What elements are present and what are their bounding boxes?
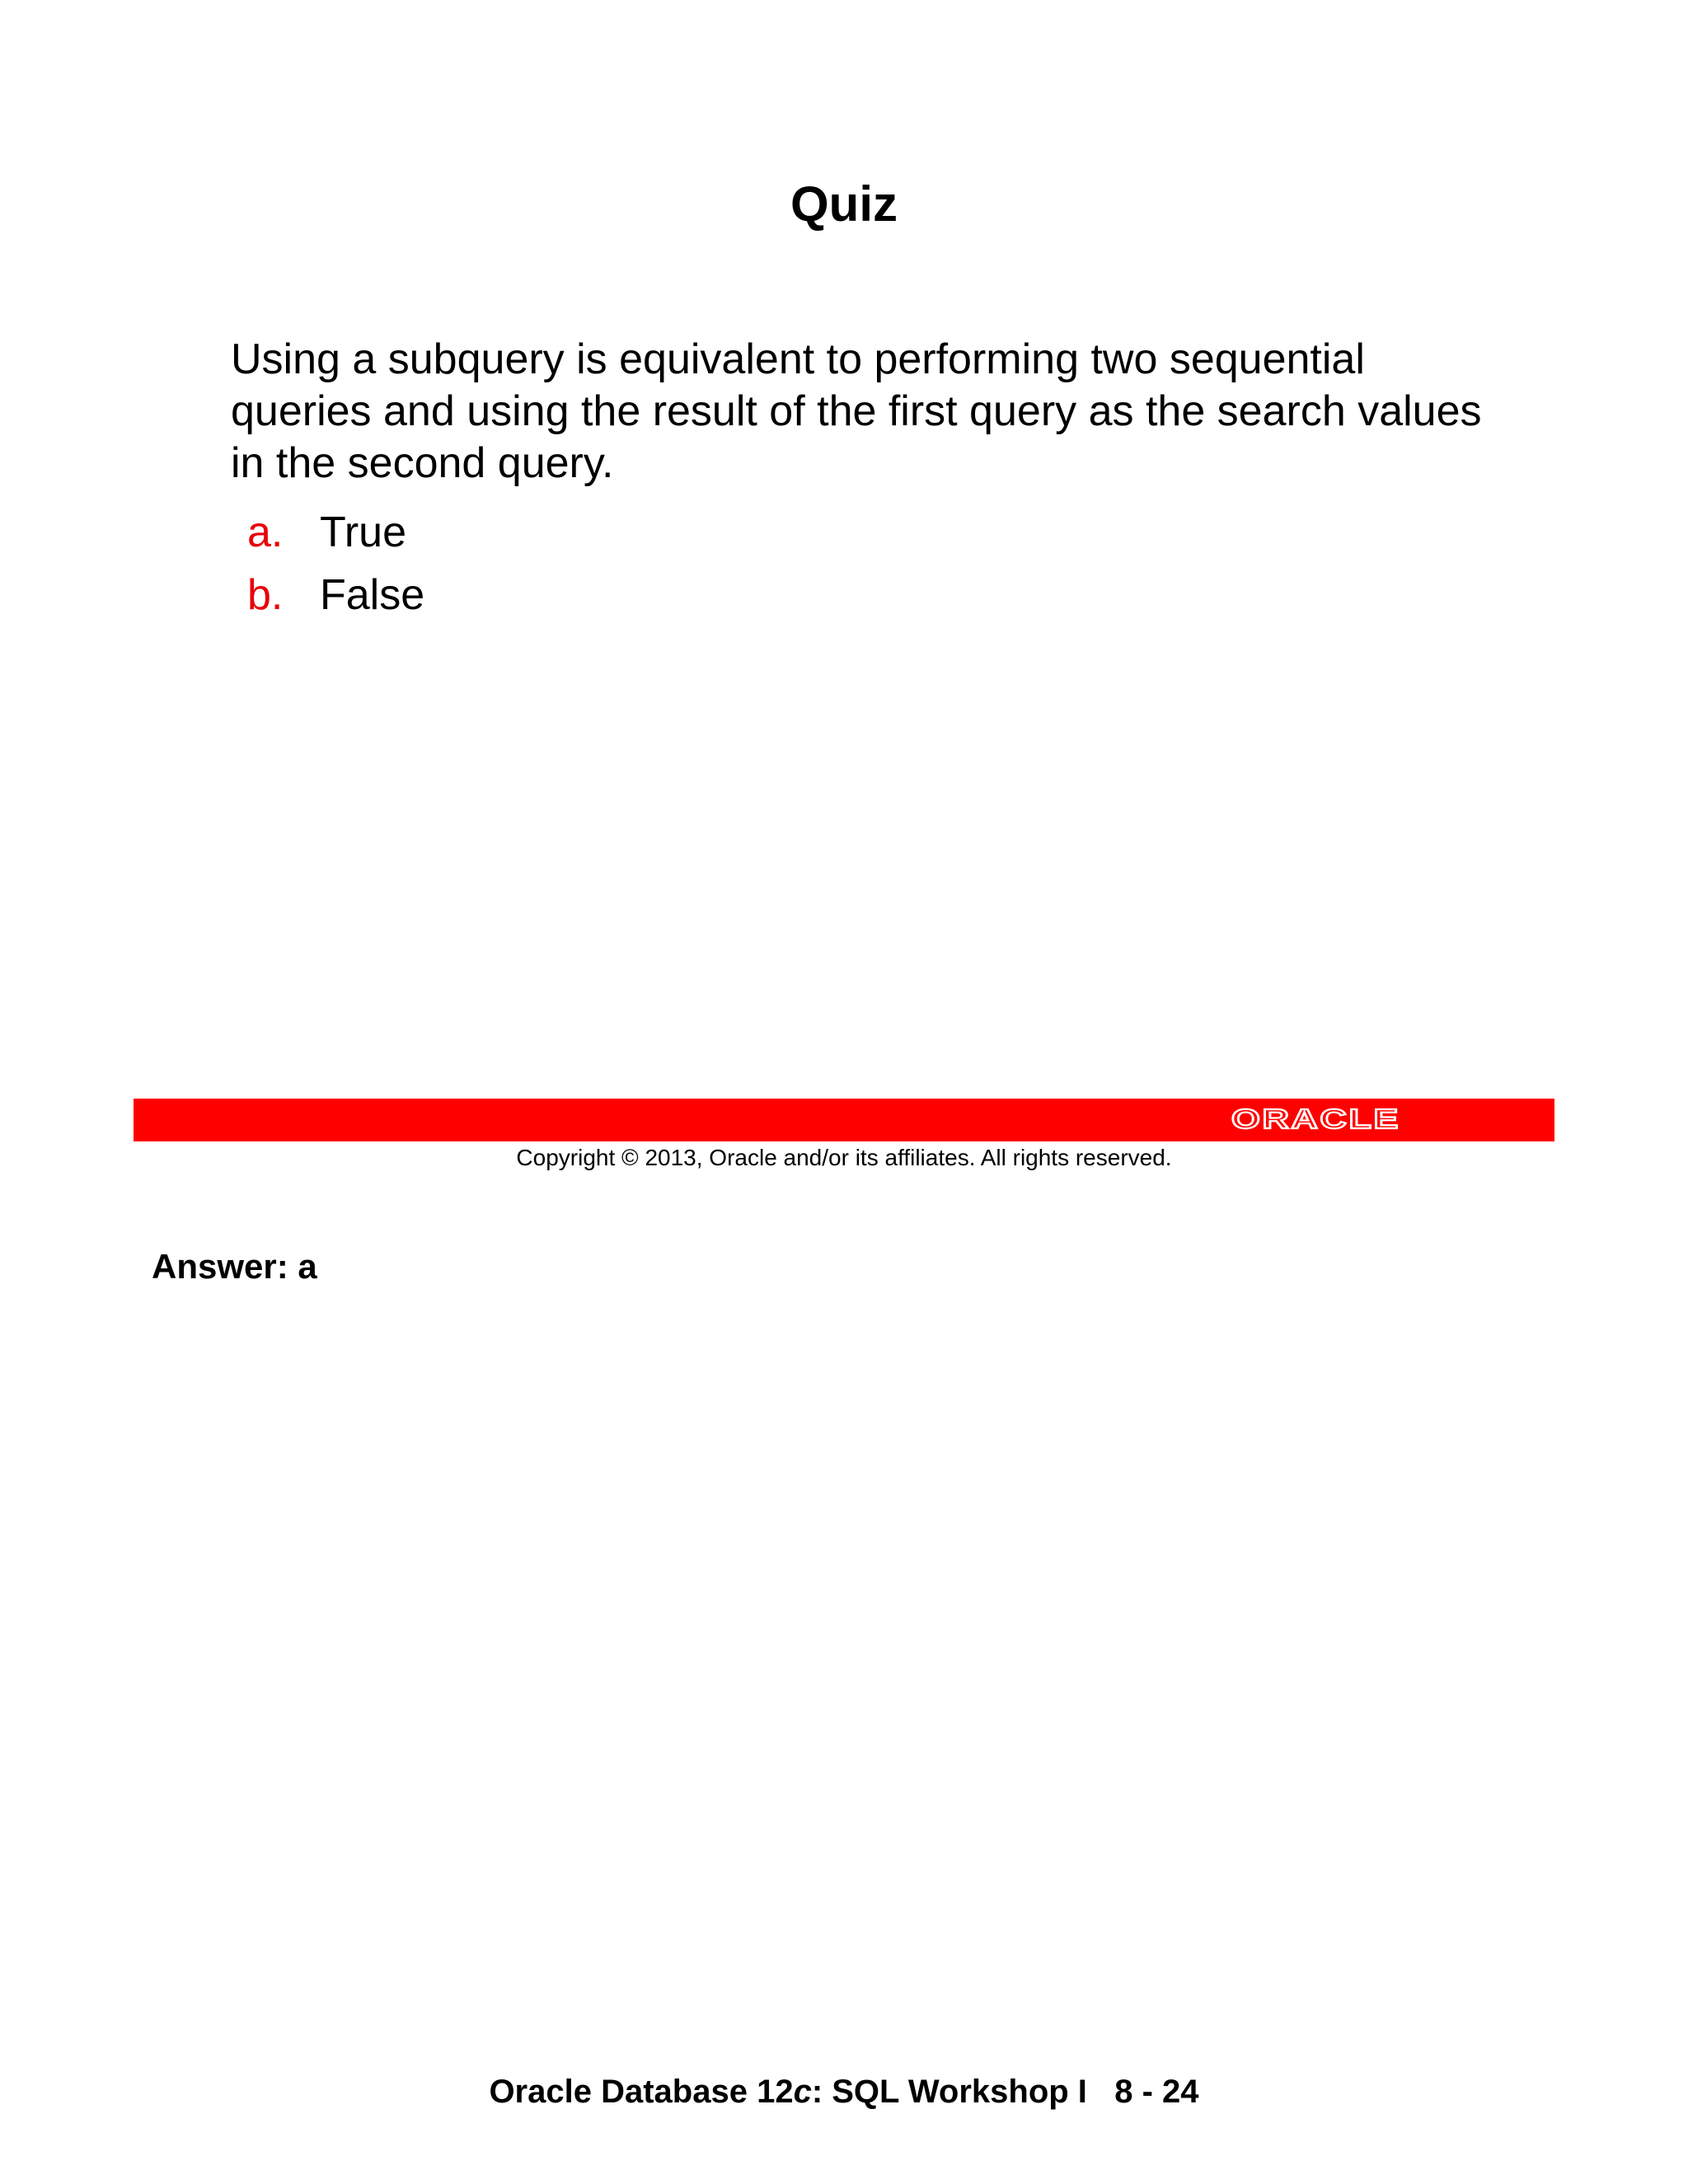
quiz-question: Using a subquery is equivalent to performing two sequential queries and using the result of the first query as the search values in the second query. [231, 335, 1482, 487]
answer-options [247, 501, 424, 626]
svg-text:ORACLE: ORACLE [1231, 1107, 1400, 1133]
footer-product-italic: c [793, 2074, 812, 2110]
footer-product-prefix: Oracle Database 12 [489, 2074, 794, 2110]
oracle-logo-svg [1231, 1107, 1406, 1133]
answer-note: Answer: a [152, 1247, 317, 1286]
copyright-notice: Copyright © 2013, Oracle and/or its affiliates. All rights reserved. [516, 1145, 1172, 1170]
oracle-red-bar [134, 1099, 1554, 1141]
slide-title: Quiz [790, 176, 898, 232]
option-b [247, 564, 424, 626]
page-footer [0, 2072, 1688, 2111]
footer-product-suffix: : SQL Workshop I [811, 2074, 1087, 2110]
footer-page-number: 8 - 24 [1114, 2074, 1199, 2110]
option-b-text: False [320, 571, 425, 619]
oracle-logo-icon [1231, 1104, 1406, 1137]
option-b-marker: b. [247, 571, 284, 619]
option-a-marker: a. [247, 509, 284, 556]
option-a-text: True [320, 509, 406, 556]
option-a [247, 501, 424, 564]
